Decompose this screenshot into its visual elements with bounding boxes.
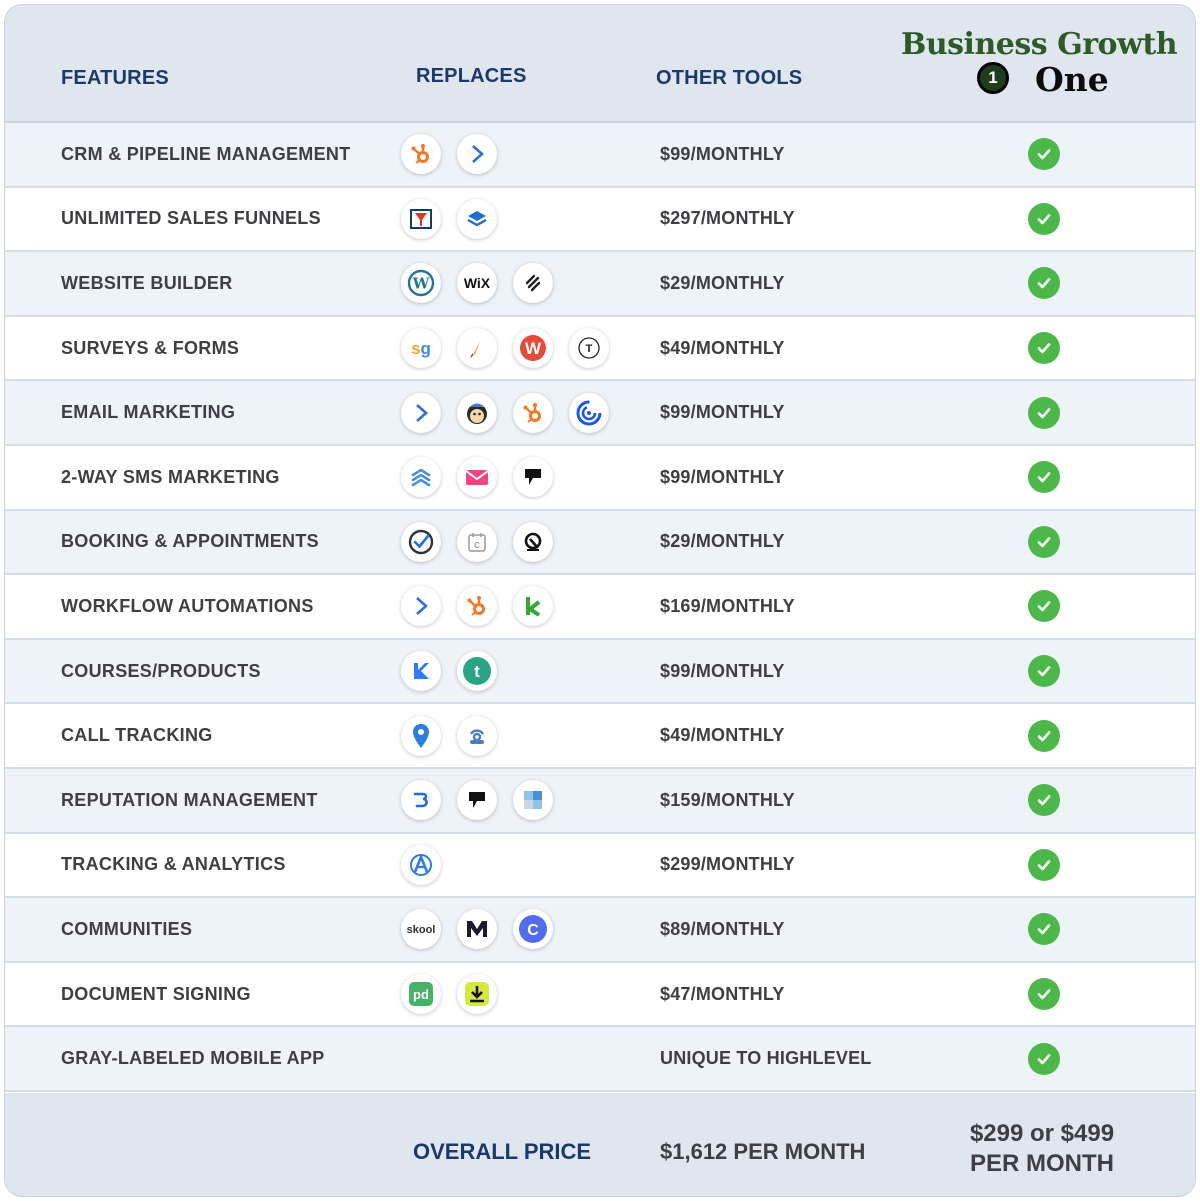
- squarespace-icon: [513, 263, 553, 303]
- table-row: [5, 575, 1195, 640]
- highlevel-price-amount: $299 or $499: [969, 1120, 1115, 1147]
- kajabi-icon: [401, 651, 441, 691]
- table-row: [5, 704, 1195, 769]
- features-column-header: FEATURES: [61, 67, 169, 89]
- activecampaign-icon: [401, 586, 441, 626]
- check-icon: [1028, 138, 1060, 170]
- other-tools-column-header: OTHER TOOLS: [656, 67, 803, 89]
- other-tools-price: $99/MONTHLY: [660, 143, 785, 164]
- check-icon: [1028, 849, 1060, 881]
- check-icon: [1028, 720, 1060, 752]
- wix-icon: WiX: [457, 263, 497, 303]
- feature-label: SURVEYS & FORMS: [61, 337, 240, 358]
- replaced-tools: [401, 252, 553, 315]
- table-row: [5, 769, 1195, 834]
- layers-icon: [457, 199, 497, 239]
- check-icon: [1028, 267, 1060, 299]
- clickfunnels-icon: [401, 199, 441, 239]
- other-tools-price: $159/MONTHLY: [660, 789, 795, 810]
- replaced-tools: [401, 704, 497, 767]
- svg-text:sg: sg: [411, 339, 431, 359]
- brand-name-bottom: One: [1035, 60, 1109, 99]
- highlevel-price-period: PER MONTH: [970, 1150, 1114, 1177]
- svg-text:T: T: [585, 343, 593, 356]
- puzzle-icon: [513, 780, 553, 820]
- mailchimp-icon: [457, 393, 497, 433]
- other-tools-price: $49/MONTHLY: [660, 337, 785, 358]
- feather-icon: [457, 328, 497, 368]
- chevrons-icon: [401, 457, 441, 497]
- check-icon: [1028, 590, 1060, 622]
- birdeye-icon: [401, 780, 441, 820]
- check-icon: [1028, 655, 1060, 687]
- table-row: [5, 898, 1195, 963]
- table-footer: [5, 1093, 1195, 1197]
- feature-label: DOCUMENT SIGNING: [61, 983, 251, 1004]
- highlevel-price: [935, 1119, 1149, 1179]
- brand-logo: [901, 27, 1181, 100]
- pandadoc-icon: [401, 974, 441, 1014]
- table-row: [5, 511, 1195, 576]
- other-tools-price: $89/MONTHLY: [660, 918, 785, 939]
- replaced-tools: [401, 381, 609, 444]
- skool-icon: [401, 909, 441, 949]
- callrail-icon: [457, 716, 497, 756]
- table-row: [5, 381, 1195, 446]
- wordpress-icon: [401, 263, 441, 303]
- download-icon: [457, 974, 497, 1014]
- overall-price-label: OVERALL PRICE: [413, 1139, 592, 1164]
- replaced-tools: [401, 511, 553, 574]
- location-pin-icon: [401, 716, 441, 756]
- typeform-icon: [569, 328, 609, 368]
- check-icon: [1028, 913, 1060, 945]
- check-icon: [1028, 526, 1060, 558]
- activecampaign-icon: [457, 134, 497, 174]
- svg-text:W: W: [524, 339, 542, 359]
- svg-text:t: t: [474, 662, 480, 682]
- pricing-comparison-table: [4, 4, 1196, 1197]
- table-body: [5, 123, 1195, 1092]
- check-icon: [1028, 461, 1060, 493]
- feature-label: COURSES/PRODUCTS: [61, 660, 261, 681]
- other-tools-total: $1,612 PER MONTH: [660, 1139, 866, 1164]
- check-icon: [1028, 978, 1060, 1010]
- feature-label: COMMUNITIES: [61, 918, 193, 939]
- svg-text:W: W: [412, 274, 430, 293]
- acuity-icon: [513, 522, 553, 562]
- envelope-icon: [457, 457, 497, 497]
- check-icon: [1028, 397, 1060, 429]
- feature-label: TRACKING & ANALYTICS: [61, 854, 286, 875]
- analytics-icon: [401, 845, 441, 885]
- check-icon: [1028, 332, 1060, 364]
- keap-icon: [513, 586, 553, 626]
- feature-label: EMAIL MARKETING: [61, 402, 236, 423]
- table-row: [5, 188, 1195, 253]
- podium-icon: [513, 457, 553, 497]
- other-tools-price: UNIQUE TO HIGHLEVEL: [660, 1048, 872, 1069]
- other-tools-price: $29/MONTHLY: [660, 272, 785, 293]
- hubspot-icon: [401, 134, 441, 174]
- table-row: [5, 317, 1195, 382]
- table-row: [5, 446, 1195, 511]
- replaced-tools: [401, 446, 553, 509]
- replaced-tools: [401, 640, 497, 703]
- feature-label: 2-WAY SMS MARKETING: [61, 466, 280, 487]
- check-icon: [1028, 1043, 1060, 1075]
- other-tools-price: $99/MONTHLY: [660, 660, 785, 681]
- check-icon: [1028, 784, 1060, 816]
- replaced-tools: [401, 963, 497, 1026]
- svg-text:pd: pd: [413, 987, 429, 1003]
- feature-label: CALL TRACKING: [61, 725, 213, 746]
- svg-text:C: C: [527, 922, 539, 940]
- replaced-tools: [401, 123, 497, 186]
- brand-name-top: Business Growth: [901, 27, 1178, 62]
- activecampaign-icon: [401, 393, 441, 433]
- table-row: [5, 1027, 1195, 1092]
- other-tools-price: $299/MONTHLY: [660, 854, 795, 875]
- other-tools-price: $297/MONTHLY: [660, 208, 795, 229]
- check-icon: [1028, 203, 1060, 235]
- feature-label: WEBSITE BUILDER: [61, 272, 233, 293]
- feature-label: REPUTATION MANAGEMENT: [61, 789, 318, 810]
- feature-label: CRM & PIPELINE MANAGEMENT: [61, 143, 351, 164]
- other-tools-price: $99/MONTHLY: [660, 402, 785, 423]
- other-tools-price: $49/MONTHLY: [660, 725, 785, 746]
- wufoo-icon: [513, 328, 553, 368]
- table-row: [5, 123, 1195, 188]
- circle-icon: [513, 909, 553, 949]
- table-row: [5, 834, 1195, 899]
- other-tools-price: $99/MONTHLY: [660, 466, 785, 487]
- constant-contact-icon: [569, 393, 609, 433]
- hubspot-icon: [457, 586, 497, 626]
- table-header: [5, 5, 1195, 123]
- feature-label: WORKFLOW AUTOMATIONS: [61, 595, 314, 616]
- check-circle-icon: [401, 522, 441, 562]
- table-row: [5, 640, 1195, 705]
- mighty-icon: [457, 909, 497, 949]
- surveygizmo-icon: [401, 328, 441, 368]
- replaced-tools: [401, 317, 609, 380]
- feature-label: GRAY-LABELED MOBILE APP: [61, 1048, 325, 1069]
- svg-text:C: C: [474, 540, 480, 550]
- replaced-tools: [401, 769, 553, 832]
- podium-icon: [457, 780, 497, 820]
- other-tools-price: $47/MONTHLY: [660, 983, 785, 1004]
- table-row: [5, 252, 1195, 317]
- teachable-icon: [457, 651, 497, 691]
- calendar-icon: [457, 522, 497, 562]
- hubspot-icon: [513, 393, 553, 433]
- other-tools-price: $169/MONTHLY: [660, 595, 795, 616]
- replaced-tools: [401, 188, 497, 251]
- table-row: [5, 963, 1195, 1028]
- replaces-column-header: REPLACES: [416, 65, 527, 87]
- svg-text:skool: skool: [406, 924, 436, 937]
- other-tools-price: $29/MONTHLY: [660, 531, 785, 552]
- brand-number-badge: 1: [977, 62, 1009, 94]
- replaced-tools: [401, 575, 553, 638]
- feature-label: BOOKING & APPOINTMENTS: [61, 531, 319, 552]
- replaced-tools: [401, 834, 441, 897]
- feature-label: UNLIMITED SALES FUNNELS: [61, 208, 321, 229]
- replaced-tools: [401, 898, 553, 961]
